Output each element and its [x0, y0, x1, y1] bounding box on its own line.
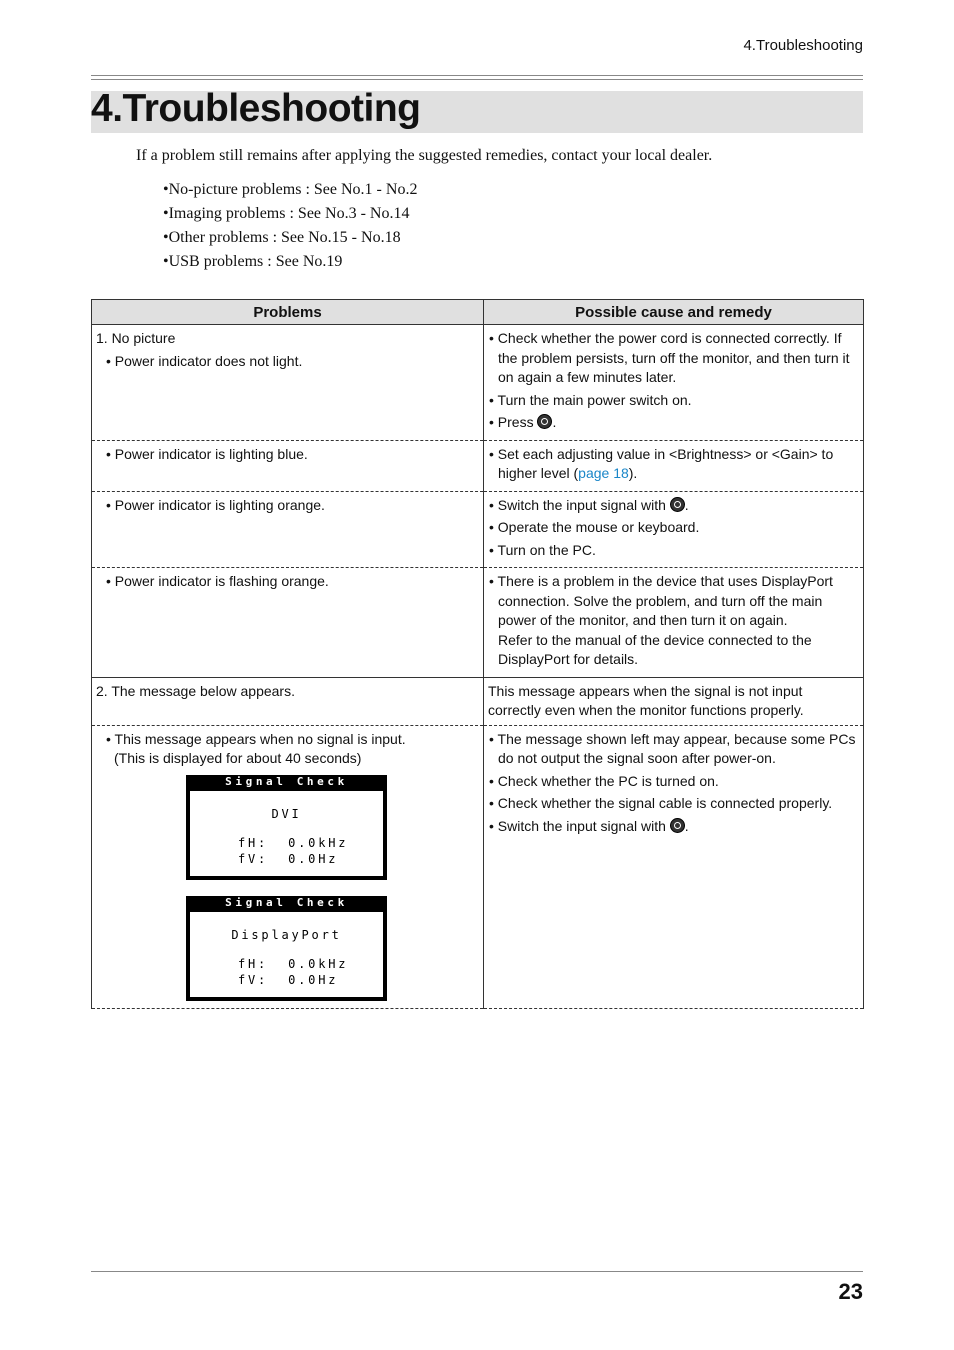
column-header-problems: Problems: [92, 300, 484, 325]
problem-cell: [92, 440, 484, 491]
remedy-item: • Check whether the power cord is connected correctly. If the problem persists, turn off the monitor, and then turn it on again a few minutes later.: [489, 330, 850, 385]
remedy-cell: [484, 440, 864, 491]
problem-symptom: • Power indicator is lighting orange.: [106, 496, 325, 513]
problem-symptom: • Power indicator does not light.: [106, 352, 303, 369]
column-header-remedy: Possible cause and remedy: [484, 300, 864, 325]
problem-cell: [92, 677, 484, 725]
remedy-item: [488, 445, 859, 484]
problem-number: 1. No picture: [96, 330, 176, 346]
table-row: [92, 568, 864, 678]
osd-body: [190, 791, 383, 876]
list-item: •No-picture problems : See No.1 - No.2: [163, 181, 418, 198]
remedy-cell: [484, 325, 864, 441]
remedy-text: .: [684, 817, 689, 834]
problem-symptom: • Power indicator is flashing orange.: [106, 573, 329, 589]
troubleshooting-table: [91, 299, 864, 1009]
osd-signal-check-displayport: [186, 896, 387, 1001]
problem-note: (This is displayed for about 40 seconds): [114, 750, 362, 766]
header-rule: [91, 75, 863, 76]
osd-source: DisplayPort: [231, 927, 342, 942]
header-rule-double: [91, 79, 863, 80]
remedy-text: ).: [628, 465, 638, 481]
remedy-item: • The message shown left may appear, because some PCs do not output the signal soon after power-on.: [489, 730, 856, 766]
remedy-text: .: [552, 414, 557, 430]
footer-rule: [91, 1271, 863, 1272]
problem-cell: [92, 491, 484, 568]
osd-body: [190, 912, 383, 997]
table-header-row: [92, 300, 864, 325]
remedy-text: .: [684, 496, 689, 513]
remedy-note: Refer to the manual of the device connected to the DisplayPort for details.: [498, 631, 812, 667]
page-title: 4.Troubleshooting: [91, 87, 421, 130]
page-number: 23: [838, 1279, 863, 1304]
table-row: [92, 325, 864, 441]
remedy-item: [488, 817, 859, 837]
remedy-item: • Operate the mouse or keyboard.: [489, 519, 700, 535]
table-row: [92, 725, 864, 1008]
remedy-text: • Set each adjusting value in <Brightness> or <Gain> to higher level (: [489, 445, 834, 481]
remedy-cell: [484, 677, 864, 725]
intro-text: If a problem still remains after applying the suggested remedies, contact your local dealer.: [136, 147, 713, 164]
problem-cell: [92, 325, 484, 441]
page-link[interactable]: page 18: [578, 465, 629, 481]
list-item: •Imaging problems : See No.3 - No.14: [163, 205, 410, 222]
remedy-text: This message appears when the signal is not input correctly even when the monitor functions properly.: [488, 682, 804, 718]
power-button-icon: [537, 414, 552, 429]
remedy-item: [488, 413, 859, 433]
osd-fh: fH: 0.0kHz: [238, 956, 349, 971]
problem-cell: [92, 568, 484, 678]
remedy-item: • Check whether the signal cable is connected properly.: [489, 795, 833, 811]
problem-number: 2. The message below appears.: [96, 682, 295, 699]
remedy-text: • Press: [489, 414, 538, 430]
problem-cell: [92, 725, 484, 1008]
osd-signal-check-dvi: [186, 775, 387, 880]
running-header: 4.Troubleshooting: [743, 37, 863, 54]
remedy-text: • Switch the input signal with: [489, 817, 670, 834]
table-row: [92, 677, 864, 725]
remedy-text: • Switch the input signal with: [489, 496, 670, 513]
title-bar: [91, 87, 863, 133]
remedy-item: • There is a problem in the device that uses DisplayPort connection. Solve the problem, and turn off the main power of the monitor, and then turn it on again.: [489, 573, 833, 628]
remedy-cell: [484, 491, 864, 568]
remedy-item: • Check whether the PC is turned on.: [489, 772, 719, 789]
list-item: •USB problems : See No.19: [163, 253, 343, 270]
problem-symptom: • Power indicator is lighting blue.: [106, 445, 308, 462]
table-row: [92, 440, 864, 491]
osd-source: DVI: [271, 806, 302, 821]
input-button-icon: [670, 497, 685, 512]
remedy-item: [488, 496, 859, 516]
problem-category-list: [163, 180, 417, 276]
list-item: •Other problems : See No.15 - No.18: [163, 229, 401, 246]
table-row: [92, 491, 864, 568]
remedy-cell: [484, 725, 864, 1008]
problem-symptom: • This message appears when no signal is input.: [106, 730, 406, 747]
osd-fv: fV: 0.0Hz: [238, 851, 339, 866]
osd-title: Signal Check: [225, 895, 348, 909]
osd-fv: fV: 0.0Hz: [238, 972, 339, 987]
remedy-item: • Turn on the PC.: [489, 541, 596, 558]
osd-title: Signal Check: [225, 774, 348, 788]
remedy-cell: [484, 568, 864, 678]
input-button-icon: [670, 818, 685, 833]
remedy-item: • Turn the main power switch on.: [489, 391, 692, 408]
osd-fh: fH: 0.0kHz: [238, 835, 349, 850]
